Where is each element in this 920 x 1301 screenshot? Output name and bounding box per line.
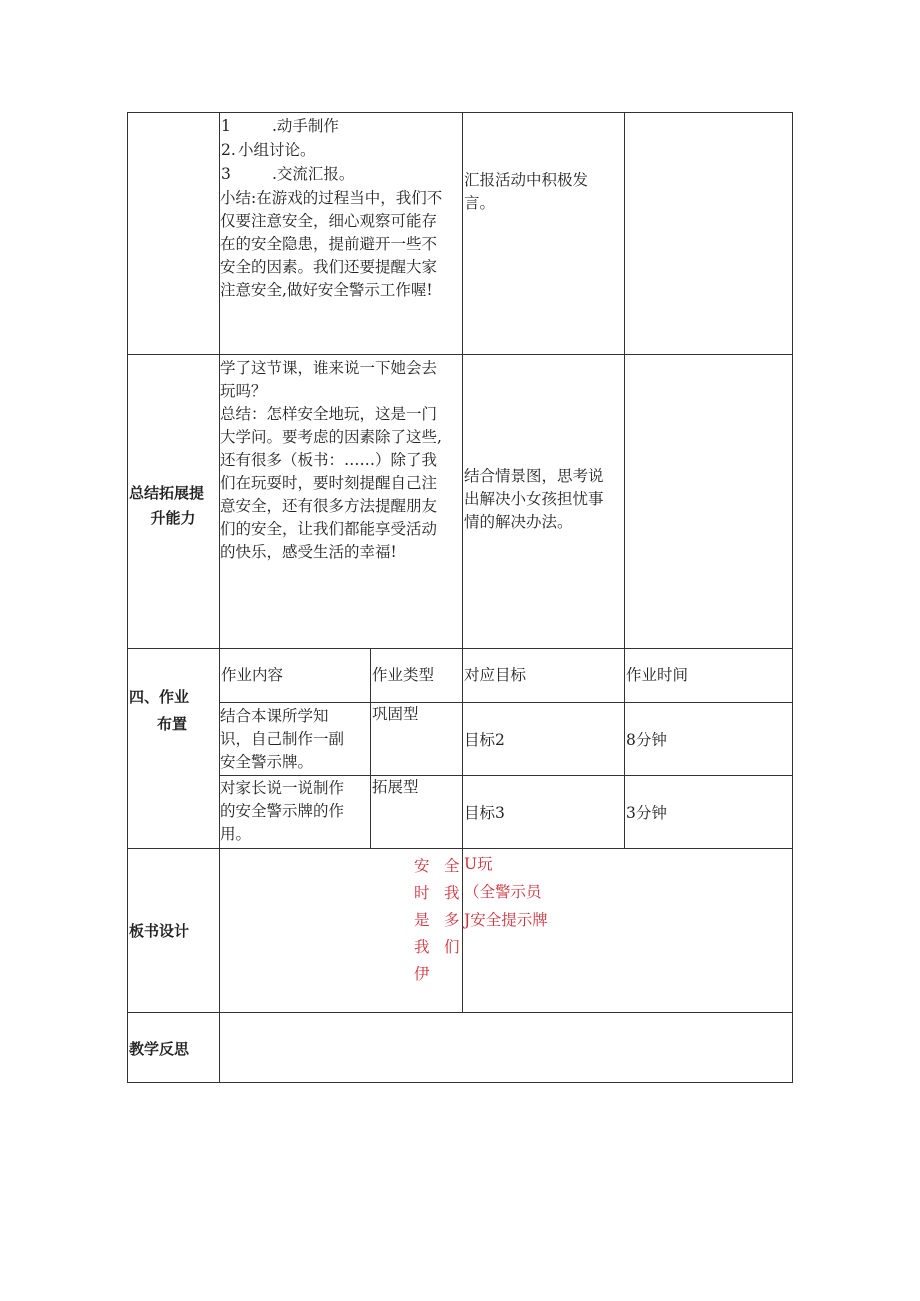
table-border (624, 112, 625, 848)
teacher-line: 大学问。要考虑的因素除了这些, (220, 428, 442, 446)
step-2-text: 小组讨论。 (238, 141, 316, 159)
board-char: 我 (444, 884, 460, 902)
board-char: 伊 (414, 965, 430, 983)
teacher-line: 们在玩耍时，要时刻提醒自己注 (220, 474, 438, 492)
teacher-line: 玩吗？ (220, 382, 267, 400)
table-border (127, 848, 793, 849)
student-line: 言。 (464, 194, 496, 212)
label-line: 四、作业 (129, 688, 190, 706)
table-border (462, 112, 463, 648)
student-line: 出解决小女孩担忧事 (464, 490, 604, 508)
step-3-number: 3 (221, 165, 231, 183)
step-3-text: .交流汇报。 (272, 165, 355, 183)
homework-row-1-goal: 目标2 (464, 731, 505, 749)
label-line: 升能力 (150, 509, 196, 527)
header-time: 作业时间 (626, 666, 689, 684)
section-label-board: 板书设计 (129, 922, 190, 940)
section-label-reflection: 教学反思 (129, 1040, 190, 1058)
teacher-line: 们的安全，让我们都能享受活动 (220, 520, 438, 538)
table-border (792, 112, 793, 1083)
teacher-line: 还有很多（板书：……）除了我 (220, 451, 438, 469)
summary-line: 小结:在游戏的过程当中，我们不 (220, 189, 443, 207)
content-line: 的安全警示牌的作 (220, 802, 345, 820)
student-line: 结合情景图，思考说 (464, 467, 604, 485)
table-border (370, 648, 371, 848)
content-line: 安全警示牌。 (220, 753, 314, 771)
teacher-line: 的快乐，感受生活的幸福! (220, 543, 397, 561)
board-char: 们 (444, 938, 460, 956)
student-activity-1 (464, 169, 588, 215)
table-border (219, 775, 793, 776)
board-line: J安全提示牌 (464, 911, 548, 929)
table-border (127, 354, 793, 355)
homework-row-2-type: 拓展型 (372, 778, 419, 796)
homework-row-2-goal: 目标3 (464, 804, 505, 822)
content-line: 对家长说一说制作 (220, 779, 345, 797)
board-char: 时 (414, 884, 430, 902)
step-2-number: 2. (221, 141, 236, 159)
homework-row-1-time: 8分钟 (626, 731, 667, 749)
content-line: 用。 (220, 825, 252, 843)
table-border (219, 702, 793, 703)
section-label-homework (129, 684, 217, 738)
homework-row-2-content (220, 777, 344, 846)
teacher-line: 学了这节课，谁来说一下她会去 (220, 359, 438, 377)
label-line: 总结拓展提 (129, 484, 205, 502)
student-line: 情的解决办法。 (464, 513, 573, 531)
table-border (127, 1082, 793, 1083)
summary-paragraph (220, 187, 442, 302)
board-char: 我 (414, 938, 430, 956)
homework-row-1-type: 巩固型 (372, 705, 419, 723)
board-line: U玩 (464, 855, 493, 873)
summary-line: 注意安全,做好安全警示工作喔! (220, 281, 433, 299)
board-column-a (414, 853, 432, 988)
summary-line: 安全的因素。我们还要提醒大家 (220, 258, 438, 276)
homework-row-1-content (220, 705, 344, 774)
header-type: 作业类型 (372, 666, 435, 684)
board-line: （全警示员 (464, 883, 542, 901)
table-border (127, 648, 793, 649)
board-char: 是 (414, 911, 430, 929)
board-char: 安 (414, 857, 430, 875)
table-border (127, 1012, 793, 1013)
board-right-notes (464, 850, 548, 934)
teacher-line: 总结：怎样安全地玩，这是一门 (220, 405, 438, 423)
content-line: 结合本课所学知 (220, 707, 329, 725)
teacher-summary-paragraph (220, 357, 442, 564)
table-border (127, 112, 128, 1083)
student-line: 汇报活动中积极发 (464, 171, 589, 189)
board-char: 全 (444, 857, 460, 875)
label-line: 布置 (157, 715, 188, 733)
section-label-summary (129, 481, 217, 531)
header-goal: 对应目标 (464, 666, 527, 684)
table-border (462, 648, 463, 1012)
step-1-text: .动手制作 (272, 117, 339, 135)
content-line: 识，自己制作一副 (220, 730, 345, 748)
table-border (127, 112, 793, 113)
student-activity-2 (464, 465, 604, 534)
homework-row-2-time: 3分钟 (626, 804, 667, 822)
teacher-line: 意安全，还有很多方法提醒朋友 (220, 497, 438, 515)
board-column-b (444, 853, 462, 961)
header-content: 作业内容 (221, 666, 284, 684)
step-1-number: 1 (221, 117, 231, 135)
summary-line: 仅要注意安全，细心观察可能存 (220, 212, 438, 230)
summary-line: 在的安全隐患，提前避开一些不 (220, 235, 438, 253)
board-char: 多 (444, 911, 460, 929)
